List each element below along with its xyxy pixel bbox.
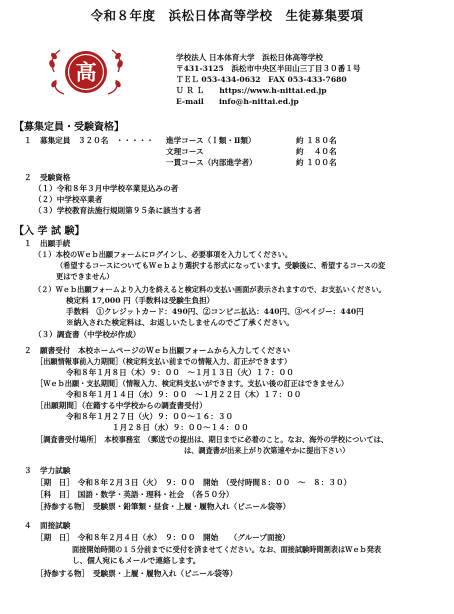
course-count: 約 １００名	[296, 158, 337, 167]
svg-text:高: 高	[75, 59, 97, 85]
course-name: 進学コース（Ｉ類・Ⅱ類）	[166, 136, 256, 145]
exam-line: ［科 目］ 国語・数学・英語・理科・社会 （各５０分）	[36, 490, 234, 499]
eligibility-line: （２）中学校卒業者	[34, 195, 103, 204]
refund-note: ※納入された検定料は、お返しいたしませんのでご了承ください。	[66, 318, 294, 327]
interview-line: ［持参する物］ 受験票・上履・履物入れ（ビニール袋等）	[36, 569, 238, 578]
item-number: ２	[24, 173, 32, 182]
item-number: ４	[24, 521, 32, 530]
acceptance-line: は、調査書が出来上がり次第速やかに提出下さい）	[184, 446, 350, 455]
acceptance-date: 令和８年１月２７日（火）９：００～１６：３０	[66, 412, 234, 421]
school-emblem-logo	[44, 44, 128, 100]
capacity-label: 募集定員 ３２０名 ・・・・・	[40, 136, 154, 145]
procedure-line: （２）Ｗｅｂ出願フォームより入力を終えると検定料の支払い画面が表示されますので、お支払いください。	[34, 285, 386, 294]
exam-line: ［持参する物］ 受験票・鉛筆類・昼食・上履・履物入れ（ビニール袋等）	[36, 502, 291, 511]
course-count: 約 ４０名	[296, 147, 337, 156]
acceptance-date: 令和８年１月８日（木）９：００ ～１月１３日（火）１７：００	[66, 368, 294, 377]
school-name: 学校法人 日本体育大学 浜松日体高等学校	[176, 53, 323, 62]
course-count: 約 １８０名	[296, 136, 337, 145]
school-address: 〒431-3125 浜松市中央区半田山三丁目３０番１号	[176, 64, 361, 73]
acceptance-line: ［調査書受付場所］ 本校事務室 （郵送での提出は、期日までに必着のこと。なお、海外の学校については、	[36, 435, 389, 444]
interview-label: 面接試験	[40, 521, 71, 530]
procedure-line: （希望するコースについてもＷｅｂより選択する形式になっています。受験後に、希望するコースの変	[56, 261, 386, 270]
school-phone-fax: ＴＥＬ 053-434-0632 FAX 053-433-7680	[176, 75, 347, 84]
item-number: １	[24, 239, 32, 248]
item-number: ２	[24, 346, 32, 355]
item-number: １	[24, 136, 32, 145]
procedure-line: （３）調査書（中学校が作成）	[34, 330, 141, 339]
course-name: 文理コース	[166, 147, 204, 156]
document-title: 令和８年度 浜松日体高等学校 生徒募集要項	[90, 8, 364, 23]
eligibility-line: （３）学校教育法施行規則第９５条に該当する者	[34, 206, 202, 215]
interview-line: 面接開始時間の１５分前までに受付を済ませてください。なお、面接試験時間割表はＷｅｂ発表	[72, 545, 382, 554]
acceptance-date: １月２８日（水）９：００～１４：００	[112, 423, 249, 432]
acceptance-line: ［Ｗｅｂ出願・支払期間］（情報入力、検定料支払いができます。支払い後の訂正はできません）	[36, 379, 349, 388]
interview-line: し、個人宛にもメールで連絡します。	[72, 556, 201, 565]
academic-exam-label: 学力試験	[40, 466, 71, 475]
procedure-line: 更はできません）	[56, 272, 114, 281]
school-email: E-mail info@h-nittai.ed.jp	[176, 97, 299, 106]
eligibility-label: 受験資格	[40, 173, 71, 182]
item-number: ３	[24, 466, 32, 475]
exam-fee: 検定料 17,000 円（手数料は受験生負担）	[66, 296, 215, 305]
exam-line: ［期 日］ 令和８年２月３日（火） ９：００ 開始 （受付時間８：００ ～ ８：３０）	[36, 478, 352, 487]
section-heading-recruitment: 【募集定員・受験資格】	[14, 122, 124, 133]
application-procedure-label: 出願手続	[40, 239, 71, 248]
handling-fee: 手数料 ①クレジットカード：490円、②コンビニ払込：440円、③ペイジー：440円	[66, 307, 364, 316]
acceptance-line: ［出願期間］（在籍する中学校からの調査書受付）	[36, 401, 207, 410]
procedure-line: （１）本校のＷｅｂ出願フォームにログインし、必要事項を入力してください。	[34, 250, 293, 259]
acceptance-line: ［出願情報事前入力期間］（検定料支払い前までの情報入力、訂正ができます）	[36, 357, 292, 366]
interview-line: ［期 日］ 令和８年２月４日（水） ９：００ 開始 （グループ面接）	[36, 533, 290, 542]
application-acceptance-label: 願書受付 本校ホームページのＷｅｂ出願フォームから入力してください	[40, 346, 291, 355]
acceptance-date: 令和８年１月１４日（水）９：００ ～１月２２日（木）１７：００	[66, 390, 302, 399]
course-name: 一貫コース（内部進学者）	[166, 158, 257, 167]
eligibility-line: （１）令和８年３月中学校卒業見込みの者	[34, 184, 179, 193]
section-heading-entrance-exam: 【入 学 試 験】	[14, 226, 85, 237]
school-url: Ｕ Ｒ Ｌ https://www.h-nittai.ed.jp	[176, 86, 327, 95]
